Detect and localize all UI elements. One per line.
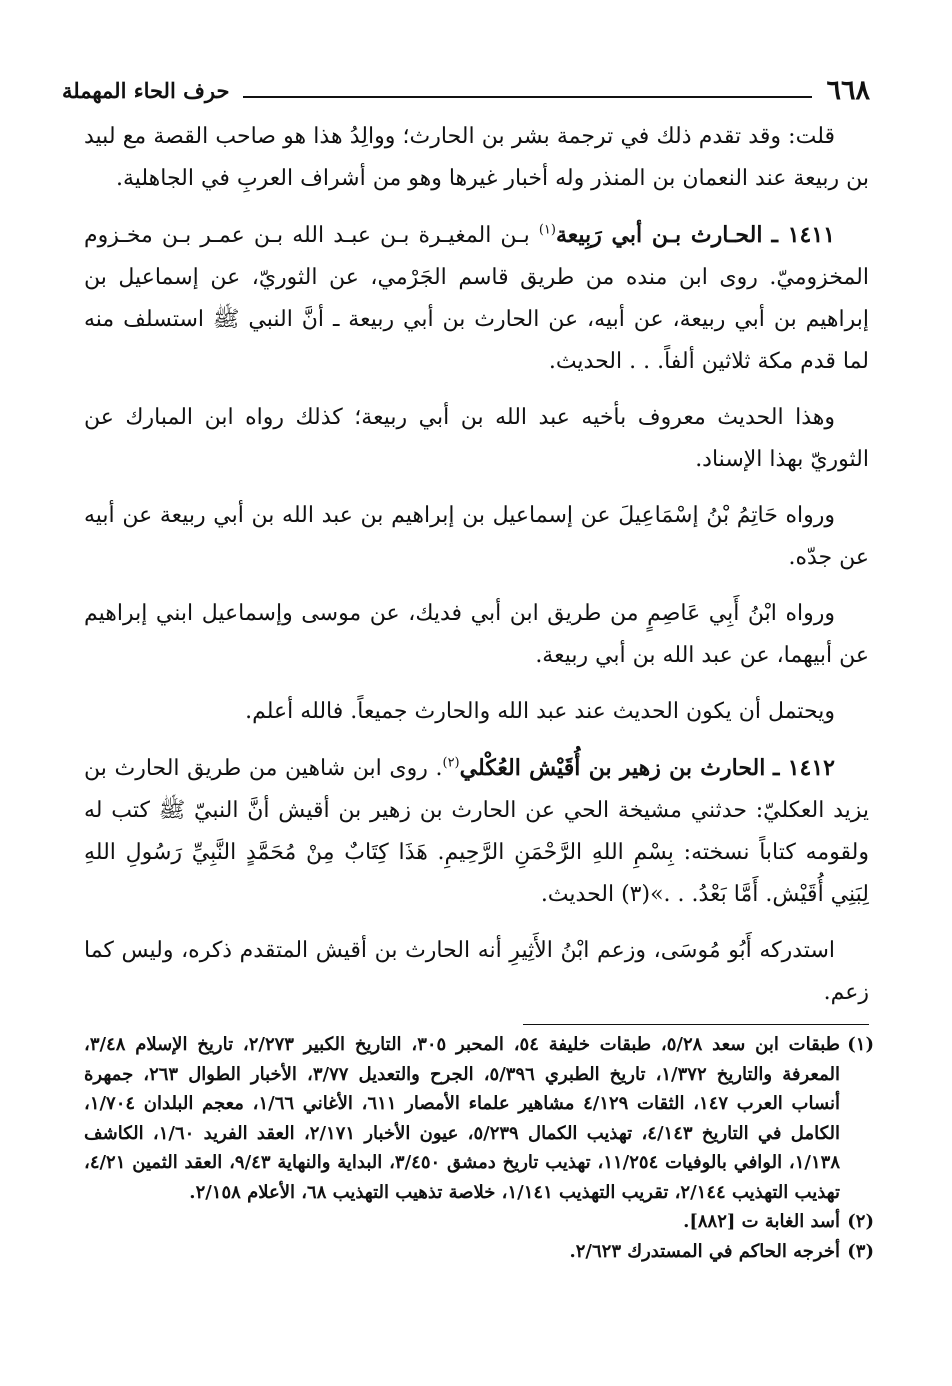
footnote-text: أخرجه الحاكم في المستدرك ٢/٦٢٣. [569,1240,840,1262]
footnote-ref: (٢) [442,755,460,771]
footnotes [84,1030,874,1266]
footnote [84,1207,874,1237]
footnote-mark: (٢) [847,1211,874,1232]
footnote-separator [523,1024,869,1025]
entry-text: . روى ابن شاهين من طريق الحارث بن يزيد العكليّ: حدثني مشيخة الحي عن الحارث بن زهير بن أقيش أنَّ النبيّ ﷺ كتب له ولقومه كتاباً نسخته: بِسْمِ اللهِ الرَّحْمَنِ الرَّحِيمِ. هَذَا كِتَابٌ مِنْ مُحَمَّدٍ النَّبِيِّ رَسُولِ اللهِ لِبَنِي أُقَيْش. أَمَّا بَعْدُ. . .»(٣) الحديث. [84,756,869,907]
entry-1411 [84,214,869,383]
footnote-mark: (١) [847,1034,874,1055]
paragraph: وهذا الحديث معروف بأخيه عبد الله بن أبي ربيعة؛ كذلك رواه ابن المبارك عن الثوريّ بهذا الإسناد. [84,405,869,472]
entry-number: ١٤١٢ ـ [773,755,835,781]
footnote [84,1237,874,1267]
header-rule [243,96,812,98]
entry-number: ١٤١١ ـ [771,222,835,248]
footnote [84,1030,874,1207]
running-header [62,66,870,106]
entry-1412 [84,747,869,916]
entry-name: الحـارث بـن أبي رَبِيعة [555,222,763,248]
paragraph: استدركه أَبُو مُوسَى، وزعم ابْنُ الأَثِيرِ أنه الحارث بن أقيش المتقدم ذكره، وليس كما زعم. [84,938,869,1005]
paragraph: ويحتمل أن يكون الحديث عند عبد الله والحارث جميعاً. فالله أعلم. [245,699,835,724]
footnote-ref: (١) [538,222,556,238]
paragraph: ورواه ابْنُ أَبِي عَاصِمٍ من طريق ابن أبي فديك، عن موسى وإسماعيل ابني إبراهيم عن أبيهما، عن عبد الله بن أبي ربيعة. [84,601,869,668]
footnote-mark: (٣) [847,1240,874,1262]
page-number: ٦٦٨ [826,75,870,106]
paragraph: قلت: وقد تقدم ذلك في ترجمة بشر بن الحارث؛ ووالِدُ هذا هو صاحب القصة مع لبيد بن ربيعة عند النعمان بن المنذر وله أخبار غيرها وهو من أشراف العربِ في الجاهلية. [84,124,869,191]
footnote-text: أسد الغابة ت [٨٨٢]. [683,1211,840,1232]
footnote-text: طبقات ابن سعد ٥/٢٨، طبقات خليفة ٥٤، المحبر ٣٠٥، التاريخ الكبير ٢/٢٧٣، تاريخ الإسلام ٣/٤٨، المعرفة والتاريخ ١/٣٧٢، تاريخ الطبري ٥/٣٩٦، الجرح والتعديل ٣/٧٧، الأخبار الطوال ٢٦٣، جمهرة أنساب العرب ١٤٧، الثقات ٤/١٢٩ مشاهير علماء الأمصار ٦١١، الأغاني ١/٦٦، معجم البلدان ١/٧٠٤، الكامل في التاريخ ٤/١٤٣، تهذيب الكمال ٥/٢٣٩، عيون الأخبار ٢/١٧١، العقد الفريد ١/٦٠، الكاشف ١/١٣٨، الوافي بالوفيات ١١/٢٥٤، تهذيب تاريخ دمشق ٣/٤٥٠، البداية والنهاية ٩/٤٣، العقد الثمين ٤/٢١، تهذيب التهذيب ٢/١٤٤، تقريب التهذيب ١/١٤١، خلاصة تذهيب التهذيب ٦٨، الأعلام ٢/١٥٨. [84,1034,841,1203]
entry-name: الحارث بن زهير بن أُقَيْش العُكْلي [459,755,766,781]
entry-text: بـن المغيـرة بـن عبـد الله بـن عمـر بـن مخـزوم المخزوميّ. روى ابن منده من طريق قاسم الجَرْمي، عن الثوريّ، عن إسماعيل بن إبراهيم بن أبي ربيعة، عن أبيه، عن الحارث بن أبي ربيعة ـ أنَّ النبي ﷺ استسلف منه لما قدم مكة ثلاثين ألفاً. . . الحديث. [84,223,869,374]
chapter-title: حرف الحاء المهملة [62,78,230,103]
paragraph: ورواه حَاتِمُ بْنُ إسْمَاعِيلَ عن إسماعيل بن إبراهيم بن عبد الله بن أبي ربيعة عن أبيه عن جدّه. [84,503,869,570]
main-text [84,116,869,1028]
